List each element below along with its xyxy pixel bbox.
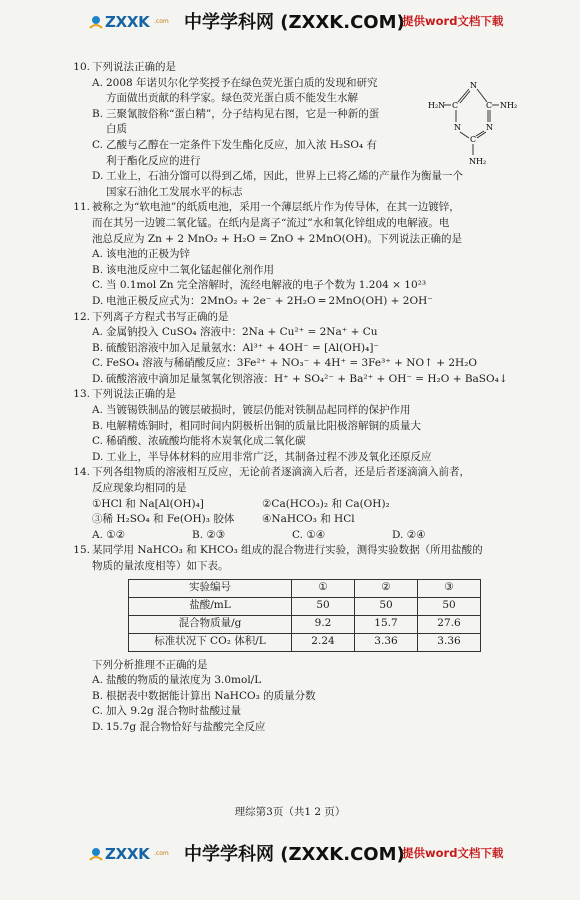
option-letter: A.: [92, 404, 103, 417]
option-text: 工业上，石油分馏可以得到乙烯，因此，世界上已将乙烯的产量作为衡量一个: [106, 170, 463, 183]
melamine-structure-diagram: [428, 78, 518, 174]
option-letter: C.: [92, 138, 103, 151]
option-d: [92, 294, 508, 310]
option-b: [92, 263, 508, 279]
question-stem: 下列离子方程式书写正确的是: [92, 310, 229, 323]
option-text: 乙酸与乙醇在一定条件下发生酯化反应，加入浓 H₂SO₄ 有: [106, 138, 378, 151]
molecule-atom-c: C: [486, 101, 493, 110]
question-number: 12.: [73, 310, 90, 323]
option-c: [92, 278, 508, 294]
option-a: A. ①②: [92, 528, 126, 541]
zxxk-logo[interactable]: [88, 10, 180, 36]
option-text: 硫酸溶液中滴加足量氢氧化钡溶液：H⁺ + SO₄²⁻ + Ba²⁺ + OH⁻ = H₂O + BaSO₄↓: [106, 372, 508, 385]
option-letter: C.: [92, 435, 103, 448]
question-number: 14.: [73, 466, 90, 479]
question-stem: 下列说法正确的是: [92, 388, 176, 401]
option-letter: D.: [92, 372, 104, 385]
download-tagline[interactable]: 提供word文档下载: [402, 14, 504, 28]
option-a: [92, 403, 508, 419]
option-text: 国家石油化工发展水平的标志: [106, 185, 243, 198]
option-letter: D.: [92, 450, 104, 463]
table-cell: 3.36: [418, 633, 481, 651]
table-cell: 盐酸/mL: [129, 597, 292, 615]
option-text: 根据表中数据能计算出 NaHCO₃ 的质量分数: [106, 689, 316, 702]
option-letter: A.: [92, 76, 103, 89]
question-stem: 某同学用 NaHCO₃ 和 KHCO₃ 组成的混合物进行实验，测得实验数据（所用盐酸的: [92, 544, 483, 557]
site-title: 中学学科网 (ZXXK.COM): [184, 844, 405, 865]
molecule-nh2-right: NH₂: [500, 101, 518, 110]
option-a: [92, 673, 508, 689]
option-letter: C.: [92, 279, 103, 292]
option-b: B. ②③: [192, 528, 226, 541]
table-cell: 50: [292, 597, 355, 615]
option-text: 电池正极反应式为：2MnO₂ + 2e⁻ + 2H₂O ═ 2MnO(OH) + 2OH⁻: [106, 294, 433, 307]
option-letter: C.: [92, 357, 103, 370]
option-text: 该电池的正极为锌: [106, 248, 190, 261]
option-d: [92, 720, 508, 736]
option-text: 当 0.1mol Zn 完全溶解时，流经电解液的电子个数为 1.204 × 10²³: [106, 279, 427, 292]
option-letter: B.: [92, 341, 104, 354]
molecule-nh2-left: H₂N: [428, 101, 446, 110]
option-text: 该电池反应中二氧化锰起催化剂作用: [106, 263, 274, 276]
table-header-row: [129, 579, 481, 597]
table-row: [129, 615, 481, 633]
option-letter: B.: [92, 419, 104, 432]
table-row: [129, 633, 481, 651]
logo-text: ZXXK: [105, 845, 150, 863]
item-3: ③稀 H₂SO₄ 和 Fe(OH)₃ 胶体: [92, 513, 235, 526]
option-text: FeSO₄ 溶液与稀硝酸反应：3Fe²⁺ + NO₃⁻ + 4H⁺ = 3Fe³⁺ + NO↑ + 2H₂O: [106, 357, 478, 370]
option-c: [92, 138, 416, 169]
option-b: [92, 689, 508, 705]
question-stem: 而在其另一边镀二氧化锰。在纸内是离子“流过”水和氧化锌组成的电解液。电: [92, 216, 450, 229]
option-letter: D.: [92, 294, 104, 307]
experiment-data-table: [128, 579, 481, 652]
option-text: 盐酸的物质的量浓度为 3.0mol/L: [106, 674, 262, 687]
option-c: [92, 704, 508, 720]
site-banner-top: [0, 6, 580, 40]
question-number: 11.: [73, 201, 90, 214]
table-cell: 50: [355, 597, 418, 615]
table-header-cell: ③: [418, 579, 481, 597]
question-stem: 下列分析推理不正确的是: [92, 658, 208, 671]
download-tagline[interactable]: 提供word文档下载: [402, 846, 504, 860]
molecule-atom-c: C: [470, 135, 477, 144]
table-cell: 27.6: [418, 615, 481, 633]
exam-content: [73, 60, 518, 736]
option-text: 三聚氰胺俗称“蛋白精”，分子结构见右图，它是一种新的蛋: [106, 107, 380, 120]
option-text: 当镀锡铁制品的镀层破损时，镀层仍能对铁制品起同样的保护作用: [106, 404, 411, 417]
option-letter: B.: [92, 107, 104, 120]
item-1: ①HCl 和 Na[Al(OH)₄]: [92, 497, 204, 510]
option-text: 利于酯化反应的进行: [106, 154, 201, 167]
question-stem: 下列说法正确的是: [92, 61, 176, 73]
option-letter: A.: [92, 248, 103, 261]
answer-options: [92, 528, 508, 544]
molecule-nh2-bottom: NH₂: [469, 157, 487, 166]
option-letter: B.: [92, 689, 104, 702]
molecule-atom-n: N: [486, 123, 493, 132]
question-13: [73, 387, 508, 465]
option-text: 硫酸铝溶液中加入足量氨水：Al³⁺ + 4OH⁻ = [Al(OH)₄]⁻: [106, 341, 379, 354]
molecule-bonds: [444, 89, 499, 155]
question-stem: 池总反应为 Zn + 2 MnO₂ + H₂O = ZnO + 2MnO(OH)。下列说法正确的是: [92, 232, 463, 245]
question-stem: 被称之为“软电池”的纸质电池，采用一个薄层纸片作为传导体，在其一边镀锌，: [92, 201, 460, 214]
item-4: ④NaHCO₃ 和 HCl: [262, 513, 355, 526]
option-d: [92, 450, 508, 466]
option-text: 电解精炼铜时，相同时间内阴极析出铜的质量比阳极溶解铜的质量大: [106, 419, 421, 432]
option-text: 稀硝酸、浓硫酸均能将木炭氧化成二氧化碳: [106, 435, 306, 448]
logo-mark-icon: [88, 14, 104, 30]
question-stem: 反应现象均相同的是: [92, 482, 187, 495]
question-11: [73, 200, 508, 309]
item-row: [92, 512, 508, 528]
option-letter: D.: [92, 720, 104, 733]
option-c: [92, 434, 508, 450]
table-row: [129, 597, 481, 615]
option-b: [92, 419, 508, 435]
table-header-cell: 实验编号: [129, 579, 292, 597]
logo-sub: .com: [154, 18, 169, 25]
option-b: [92, 107, 416, 138]
option-text: 工业上，半导体材料的应用非常广泛，其制备过程不涉及氧化还原反应: [106, 450, 432, 463]
logo-text: ZXXK: [105, 13, 150, 31]
molecule-atom-c: C: [452, 101, 459, 110]
item-row: [92, 497, 508, 513]
question-number: 10.: [73, 61, 90, 73]
option-text: 金属钠投入 CuSO₄ 溶液中：2Na + Cu²⁺ = 2Na⁺ + Cu: [106, 326, 378, 339]
molecule-atom-n: N: [454, 123, 461, 132]
option-b: [92, 341, 508, 357]
question-number: 13.: [73, 388, 90, 401]
question-stem: 物质的量浓度相等）如下表。: [92, 560, 229, 572]
option-text: 方面做出贡献的科学家。绿色荧光蛋白质不能发生水解: [106, 92, 358, 105]
site-title: 中学学科网 (ZXXK.COM): [184, 12, 405, 33]
question-15: [73, 543, 508, 735]
option-c: C. ①④: [292, 528, 326, 541]
question-14: [73, 465, 508, 543]
option-text: 15.7g 混合物恰好与盐酸完全反应: [106, 720, 266, 733]
option-text: 白质: [106, 123, 127, 136]
table-cell: 50: [418, 597, 481, 615]
item-2: ②Ca(HCO₃)₂ 和 Ca(OH)₂: [262, 497, 390, 510]
question-number: 15.: [73, 544, 90, 557]
question-10: [73, 60, 518, 200]
question-12: [73, 310, 508, 388]
option-letter: C.: [92, 705, 103, 718]
table-cell: 3.36: [355, 633, 418, 651]
option-d: [92, 372, 508, 388]
table-header-cell: ①: [292, 579, 355, 597]
option-d: D. ②④: [392, 528, 426, 541]
page-footer: 理综第3页（共1 2 页）: [234, 806, 346, 818]
site-banner-bottom: [0, 838, 580, 872]
logo-mark-icon: [88, 846, 104, 862]
option-letter: A.: [92, 674, 103, 687]
option-letter: D.: [92, 170, 104, 183]
option-letter: A.: [92, 326, 103, 339]
question-stem: 下列各组物质的溶液相互反应，无论前者逐滴滴入后者，还是后者逐滴滴入前者，: [92, 466, 470, 479]
option-a: [92, 247, 508, 263]
table-cell: 9.2: [292, 615, 355, 633]
table-header-cell: ②: [355, 579, 418, 597]
option-a: [92, 325, 508, 341]
option-c: [92, 356, 508, 372]
option-text: 加入 9.2g 混合物时盐酸过量: [106, 705, 242, 718]
table-cell: 15.7: [355, 615, 418, 633]
molecule-atom-n: N: [470, 81, 477, 90]
option-text: 2008 年诺贝尔化学奖授予在绿色荧光蛋白质的发现和研究: [106, 76, 378, 89]
logo-sub: .com: [154, 850, 169, 857]
table-cell: 混合物质量/g: [129, 615, 292, 633]
table-cell: 2.24: [292, 633, 355, 651]
option-a: [92, 76, 416, 107]
table-cell: 标准状况下 CO₂ 体积/L: [129, 633, 292, 651]
zxxk-logo[interactable]: [88, 842, 180, 868]
option-letter: B.: [92, 263, 104, 276]
